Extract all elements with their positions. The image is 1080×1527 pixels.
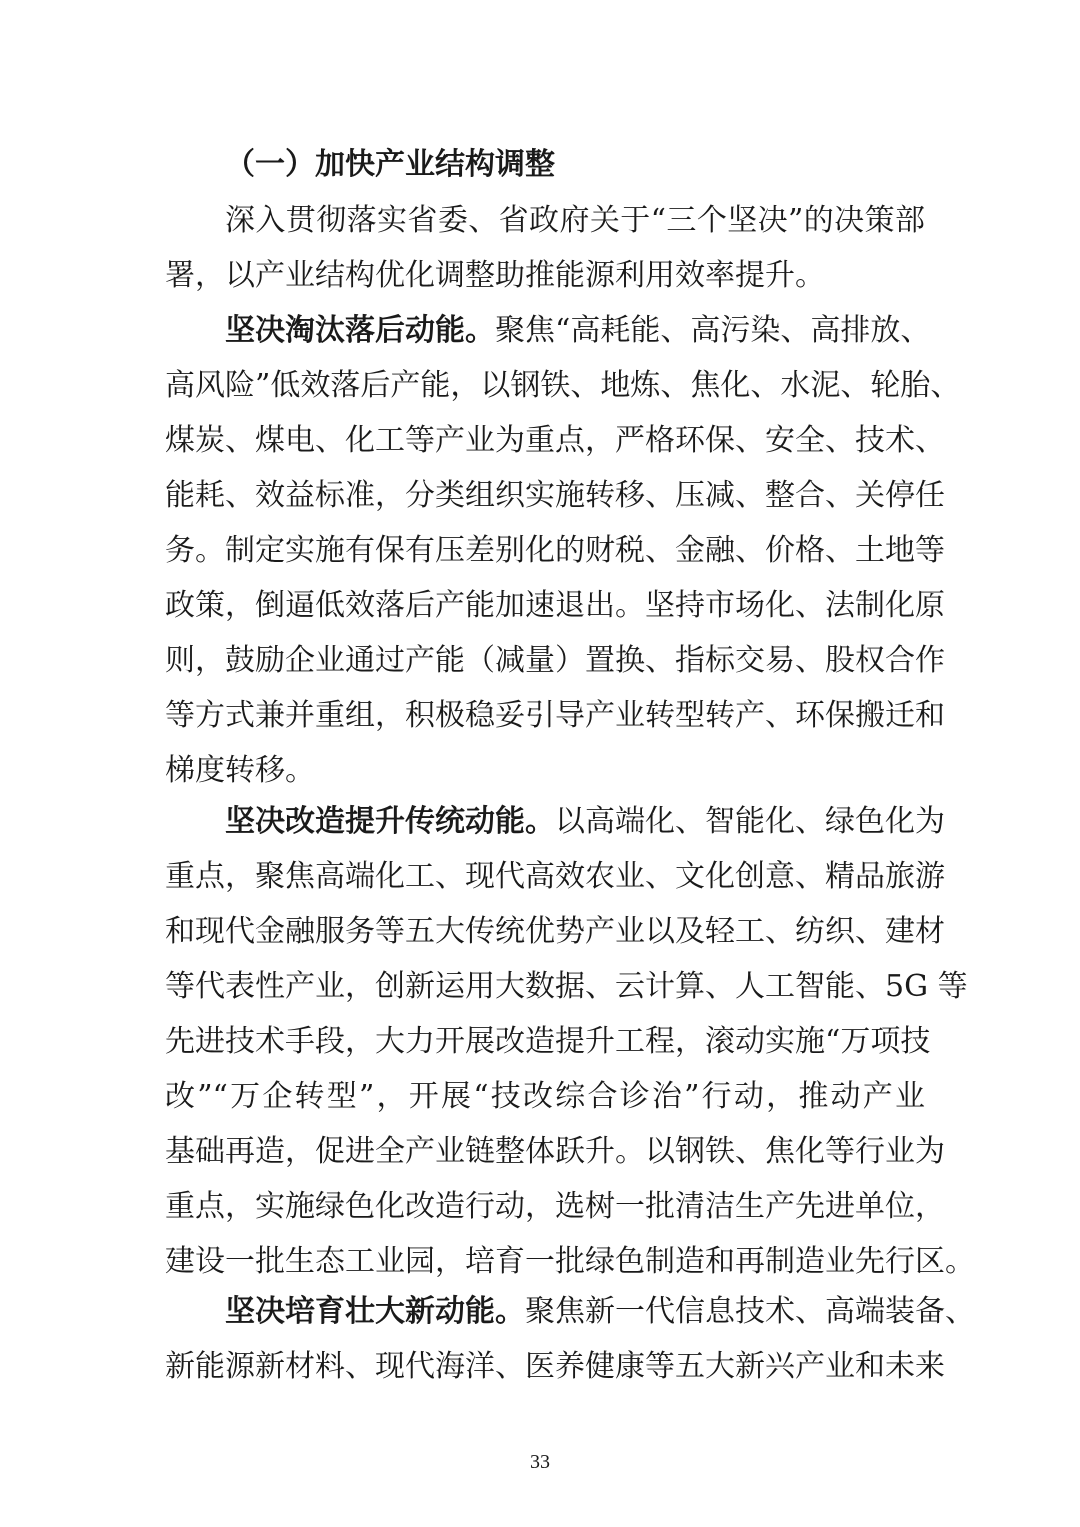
page-number: 33	[530, 1451, 550, 1473]
paragraph-3-line-5: 先进技术手段，大力开展改造提升工程，滚动实施“万项技	[165, 1024, 931, 1059]
paragraph-2-line-8: 等方式兼并重组，积极稳妥引导产业转型转产、环保搬迁和	[165, 698, 945, 733]
paragraph-4-line-1-text: 聚焦新一代信息技术、高端装备、	[525, 1294, 975, 1329]
paragraph-3-line-6: 改”“万企转型”，开展“技改综合诊治”行动，推动产业	[165, 1079, 925, 1114]
paragraph-2-line-2: 高风险”低效落后产能，以钢铁、地炼、焦化、水泥、轮胎、	[165, 368, 961, 403]
paragraph-3-line-3: 和现代金融服务等五大传统优势产业以及轻工、纺织、建材	[165, 914, 945, 949]
paragraph-2-line-4: 能耗、效益标准，分类组织实施转移、压减、整合、关停任	[165, 478, 945, 513]
paragraph-2-line-1-text: 聚焦“高耗能、高污染、高排放、	[495, 313, 931, 348]
paragraph-2-line-1	[225, 309, 931, 353]
paragraph-1-line-2: 署，以产业结构优化调整助推能源利用效率提升。	[165, 258, 825, 293]
paragraph-3-line-1-text: 以高端化、智能化、绿色化为	[555, 804, 945, 839]
paragraph-3-line-9: 建设一批生态工业园，培育一批绿色制造和再制造业先行区。	[165, 1244, 975, 1279]
paragraph-2-line-6: 政策，倒逼低效落后产能加速退出。坚持市场化、法制化原	[165, 588, 945, 623]
paragraph-3-line-7: 基础再造，促进全产业链整体跃升。以钢铁、焦化等行业为	[165, 1134, 945, 1169]
section-heading: （一）加快产业结构调整	[225, 147, 555, 182]
paragraph-3-lead: 坚决改造提升传统动能。	[225, 804, 555, 839]
paragraph-3-line-8: 重点，实施绿色化改造行动，选树一批清洁生产先进单位，	[165, 1189, 945, 1224]
paragraph-3-line-4: 等代表性产业，创新运用大数据、云计算、人工智能、5G 等	[165, 969, 968, 1004]
paragraph-1-line-1: 深入贯彻落实省委、省政府关于“三个坚决”的决策部	[225, 203, 925, 238]
paragraph-2-line-5: 务。制定实施有保有压差别化的财税、金融、价格、土地等	[165, 533, 945, 568]
paragraph-4-line-1	[225, 1290, 975, 1334]
paragraph-2-lead: 坚决淘汰落后动能。	[225, 313, 495, 348]
paragraph-3-line-2: 重点，聚焦高端化工、现代高效农业、文化创意、精品旅游	[165, 859, 945, 894]
paragraph-2-line-7: 则，鼓励企业通过产能（减量）置换、指标交易、股权合作	[165, 643, 945, 678]
paragraph-3-line-1	[225, 800, 945, 844]
paragraph-2-line-3: 煤炭、煤电、化工等产业为重点，严格环保、安全、技术、	[165, 423, 945, 458]
paragraph-2-line-9: 梯度转移。	[165, 753, 315, 788]
paragraph-4-lead: 坚决培育壮大新动能。	[225, 1294, 525, 1329]
paragraph-4-line-2: 新能源新材料、现代海洋、医养健康等五大新兴产业和未来	[165, 1349, 945, 1384]
